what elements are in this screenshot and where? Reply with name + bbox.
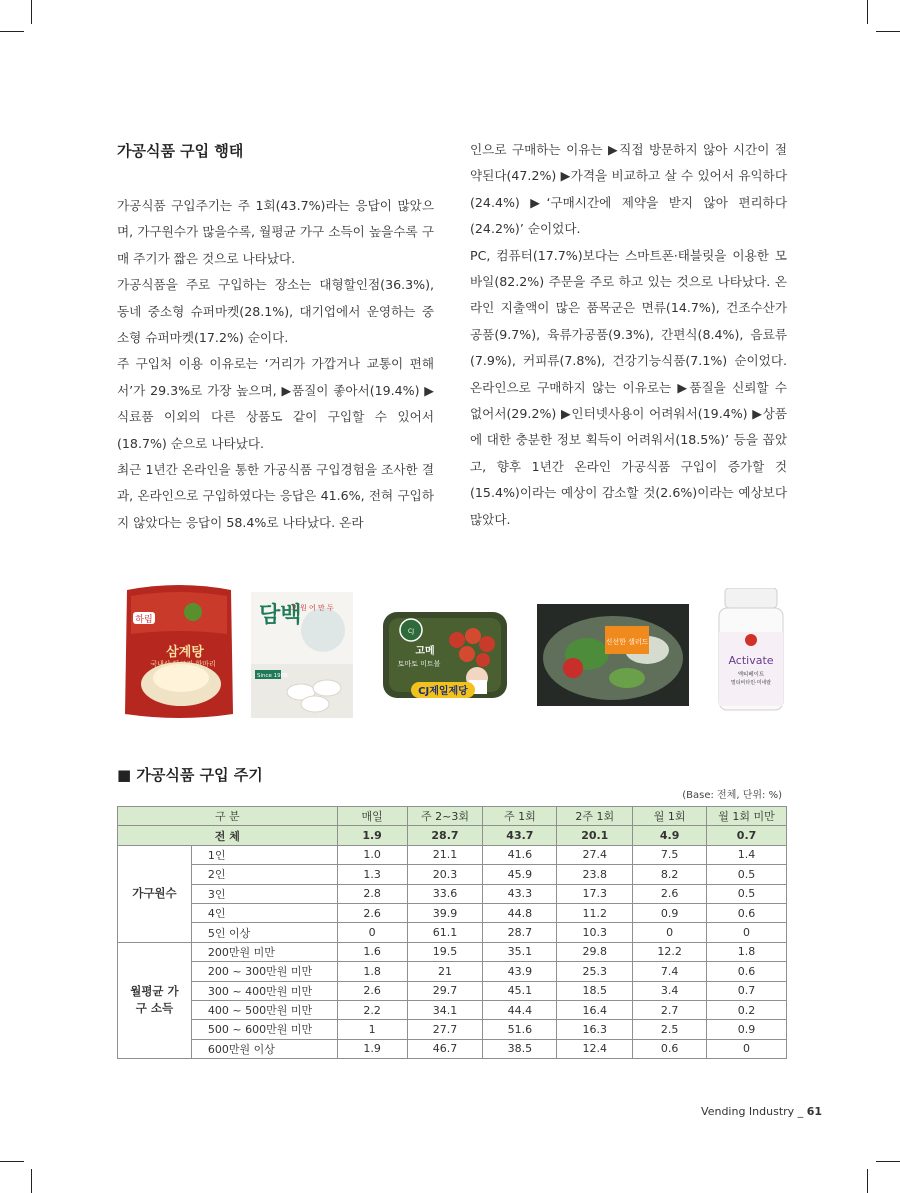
row-label: 300 ~ 400만원 미만 — [191, 981, 337, 1000]
photo-text: 엑티베이트 — [737, 672, 765, 678]
row-label: 4인 — [191, 903, 337, 922]
table-cell: 19.5 — [407, 942, 483, 961]
table-cell: 0.6 — [633, 1039, 707, 1058]
photo-vitamin — [717, 588, 785, 712]
table-cell: 28.7 — [407, 826, 483, 845]
photo-samgyetang — [121, 582, 237, 720]
table-row — [118, 923, 787, 942]
table-cell: 12.4 — [557, 1039, 633, 1058]
table-title: ■ 가공식품 구입 주기 — [117, 766, 263, 784]
table-cell: 1.8 — [337, 962, 407, 981]
table-row — [118, 1000, 787, 1019]
table-cell: 0.5 — [707, 865, 787, 884]
table-cell: 16.4 — [557, 1000, 633, 1019]
table-cell: 39.9 — [407, 903, 483, 922]
table-cell: 20.3 — [407, 865, 483, 884]
table-cell: 2.5 — [633, 1020, 707, 1039]
table-cell: 23.8 — [557, 865, 633, 884]
table-cell: 0.2 — [707, 1000, 787, 1019]
table-cell: 7.4 — [633, 962, 707, 981]
table-header-row — [118, 807, 787, 826]
table-cell: 2.6 — [337, 981, 407, 1000]
table-cell: 0.6 — [707, 903, 787, 922]
photo-text: 신선한 샐러드 — [605, 638, 649, 646]
table-cell: 0.9 — [633, 903, 707, 922]
table-cell: 34.1 — [407, 1000, 483, 1019]
paragraph: 최근 1년간 온라인을 통한 가공식품 구입경험을 조사한 결과, 온라인으로 구입하였다는 응답은 41.6%, 전혀 구입하지 않았다는 응답이 58.4%로 나타났다. 온라 — [117, 462, 434, 530]
table-cell: 2.6 — [633, 884, 707, 903]
table-cell: 29.7 — [407, 981, 483, 1000]
table-cell: 28.7 — [483, 923, 557, 942]
table-cell: 1.3 — [337, 865, 407, 884]
table-base-note: (Base: 전체, 단위: %) — [682, 790, 782, 801]
table-cell: 16.3 — [557, 1020, 633, 1039]
table-row — [118, 884, 787, 903]
header-cell: 주 1회 — [483, 807, 557, 826]
crop-mark — [31, 1169, 32, 1193]
body-column-left — [117, 193, 434, 536]
table-cell: 21.1 — [407, 845, 483, 864]
crop-mark — [876, 1161, 900, 1162]
table-cell: 3.4 — [633, 981, 707, 1000]
table-cell: 7.5 — [633, 845, 707, 864]
photo-text: 하림 — [135, 615, 153, 625]
table-cell: 21 — [407, 962, 483, 981]
table-cell: 44.4 — [483, 1000, 557, 1019]
paragraph: PC, 컴퓨터(17.7%)보다는 스마트폰·태블릿을 이용한 모바일(82.2%) 주문을 주로 하고 있는 것으로 나타났다. 온라인 지출액이 많은 품목군은 면류(14.7%), 건조수산가공품(9.7%), 육류가공품(9.3%), 간편식(8.4%), 음료류(7.9%), 커피류(7.8%), 건강기능식품(7.1%) 순이었다. 온라인으로 구매하지 않는 이유로는 ▶품질을 신뢰할 수 없어서(29.2%) ▶인터넷사용이 어려워서(19.4%) ▶상품에 대한 충분한 정보 획득이 어려워서(18.5%)’ 등을 꼽았고, 향후 1년간 온라인 가공식품 구입이 증가할 것(15.4%)이라는 예상이 감소할 것(2.6%)이라는 예상보다 많았다. — [470, 247, 787, 527]
photo-text: 멀티비타민·미네랄 — [730, 680, 772, 686]
table-cell: 41.6 — [483, 845, 557, 864]
table-cell: 0 — [337, 923, 407, 942]
row-label: 전 체 — [118, 826, 338, 845]
photo-text: 국내산 닭고기 한마리 — [150, 660, 216, 668]
table-cell: 27.7 — [407, 1020, 483, 1039]
table-cell: 2.2 — [337, 1000, 407, 1019]
crop-mark — [0, 31, 24, 32]
photo-text: 삼계탕 — [166, 645, 204, 660]
table-row — [118, 865, 787, 884]
row-label: 400 ~ 500만원 미만 — [191, 1000, 337, 1019]
photo-text: 토마토 미트볼 — [397, 660, 441, 668]
paragraph: 가공식품 구입주기는 주 1회(43.7%)라는 응답이 많았으며, 가구원수가 많을수록, 월평균 가구 소득이 높을수록 구매 주기가 짧은 것으로 나타났다. — [117, 198, 434, 266]
table-cell: 0.7 — [707, 826, 787, 845]
table-cell: 38.5 — [483, 1039, 557, 1058]
table-cell: 1.6 — [337, 942, 407, 961]
table-cell: 33.6 — [407, 884, 483, 903]
photo-text: Since 1988 — [257, 673, 288, 679]
table-cell: 46.7 — [407, 1039, 483, 1058]
table-row — [118, 1039, 787, 1058]
paragraph: 인으로 구매하는 이유는 ▶직접 방문하지 않아 시간이 절약된다(47.2%) ▶가격을 비교하고 살 수 있어서 유익하다(24.4%) ▶‘구매시간에 제약을 받지 않아 편리하다(24.2%)’ 순이었다. — [470, 142, 787, 237]
crop-mark — [876, 31, 900, 32]
header-cell: 매일 — [337, 807, 407, 826]
table-cell: 18.5 — [557, 981, 633, 1000]
table-cell: 51.6 — [483, 1020, 557, 1039]
photo-text: CJ — [408, 628, 414, 635]
body-column-right — [470, 137, 787, 533]
row-label: 600만원 이상 — [191, 1039, 337, 1058]
table-cell: 0 — [633, 923, 707, 942]
group-label: 월평균 가구 소득 — [118, 942, 192, 1058]
header-cell: 월 1회 — [633, 807, 707, 826]
photo-text: 담백 — [259, 603, 302, 628]
header-cell: 월 1회 미만 — [707, 807, 787, 826]
group-label: 가구원수 — [118, 845, 192, 942]
table-cell: 1 — [337, 1020, 407, 1039]
table-row-total — [118, 826, 787, 845]
photo-salad — [537, 604, 689, 706]
photo-text: 고메 — [415, 646, 435, 657]
table-row — [118, 903, 787, 922]
row-label: 5인 이상 — [191, 923, 337, 942]
photo-text: CJ제일제당 — [418, 686, 468, 697]
magazine-name: Vending Industry _ — [701, 1105, 804, 1118]
header-cell: 2주 1회 — [557, 807, 633, 826]
table-cell: 44.8 — [483, 903, 557, 922]
table-row — [118, 981, 787, 1000]
table-cell: 43.7 — [483, 826, 557, 845]
row-label: 200 ~ 300만원 미만 — [191, 962, 337, 981]
table-cell: 17.3 — [557, 884, 633, 903]
table-cell: 2.6 — [337, 903, 407, 922]
table-cell: 45.9 — [483, 865, 557, 884]
crop-mark — [0, 1161, 24, 1162]
page-footer — [701, 1105, 822, 1118]
row-label: 2인 — [191, 865, 337, 884]
table-cell: 0.9 — [707, 1020, 787, 1039]
table-cell: 35.1 — [483, 942, 557, 961]
table-cell: 0 — [707, 1039, 787, 1058]
page-number: 61 — [806, 1105, 822, 1118]
table-cell: 11.2 — [557, 903, 633, 922]
table-cell: 45.1 — [483, 981, 557, 1000]
row-label: 3인 — [191, 884, 337, 903]
table-cell: 1.8 — [707, 942, 787, 961]
row-label: 500 ~ 600만원 미만 — [191, 1020, 337, 1039]
photo-meatball — [381, 608, 509, 704]
table-cell: 1.9 — [337, 1039, 407, 1058]
table-row — [118, 962, 787, 981]
photo-dumpling — [251, 592, 353, 718]
table-cell: 10.3 — [557, 923, 633, 942]
table-cell: 1.9 — [337, 826, 407, 845]
table-cell: 2.8 — [337, 884, 407, 903]
product-photos — [117, 580, 807, 730]
table-cell: 4.9 — [633, 826, 707, 845]
paragraph: 주 구입처 이용 이유로는 ‘거리가 가깝거나 교통이 편해서’가 29.3%로 가장 높으며, ▶품질이 좋아서(19.4%) ▶식료품 이외의 다른 상품도 같이 구입할 수 있어서(18.7%) 순으로 나타났다. — [117, 356, 434, 451]
table-cell: 43.9 — [483, 962, 557, 981]
header-cell: 주 2~3회 — [407, 807, 483, 826]
section-title: 가공식품 구입 행태 — [117, 142, 244, 160]
table-cell: 0.6 — [707, 962, 787, 981]
crop-mark — [867, 0, 868, 24]
table-cell: 0 — [707, 923, 787, 942]
paragraph: 가공식품을 주로 구입하는 장소는 대형할인점(36.3%), 동네 중소형 슈퍼마켓(28.1%), 대기업에서 운영하는 중소형 슈퍼마켓(17.2%) 순이다. — [117, 277, 434, 346]
photo-text: Activate — [728, 654, 774, 667]
table-row — [118, 942, 787, 961]
row-label: 1인 — [191, 845, 337, 864]
table-cell: 1.4 — [707, 845, 787, 864]
table-cell: 1.0 — [337, 845, 407, 864]
table-cell: 61.1 — [407, 923, 483, 942]
photo-text: 오 원 어 만 두 — [291, 604, 334, 612]
purchase-cycle-table — [117, 806, 787, 1059]
table-cell: 20.1 — [557, 826, 633, 845]
table-cell: 12.2 — [633, 942, 707, 961]
table-row — [118, 845, 787, 864]
table-cell: 25.3 — [557, 962, 633, 981]
table-cell: 8.2 — [633, 865, 707, 884]
table-cell: 0.7 — [707, 981, 787, 1000]
table-cell: 43.3 — [483, 884, 557, 903]
header-cell: 구 분 — [118, 807, 338, 826]
row-label: 200만원 미만 — [191, 942, 337, 961]
table-row — [118, 1020, 787, 1039]
table-cell: 0.5 — [707, 884, 787, 903]
table-cell: 27.4 — [557, 845, 633, 864]
crop-mark — [867, 1169, 868, 1193]
table-cell: 29.8 — [557, 942, 633, 961]
crop-mark — [31, 0, 32, 24]
table-cell: 2.7 — [633, 1000, 707, 1019]
